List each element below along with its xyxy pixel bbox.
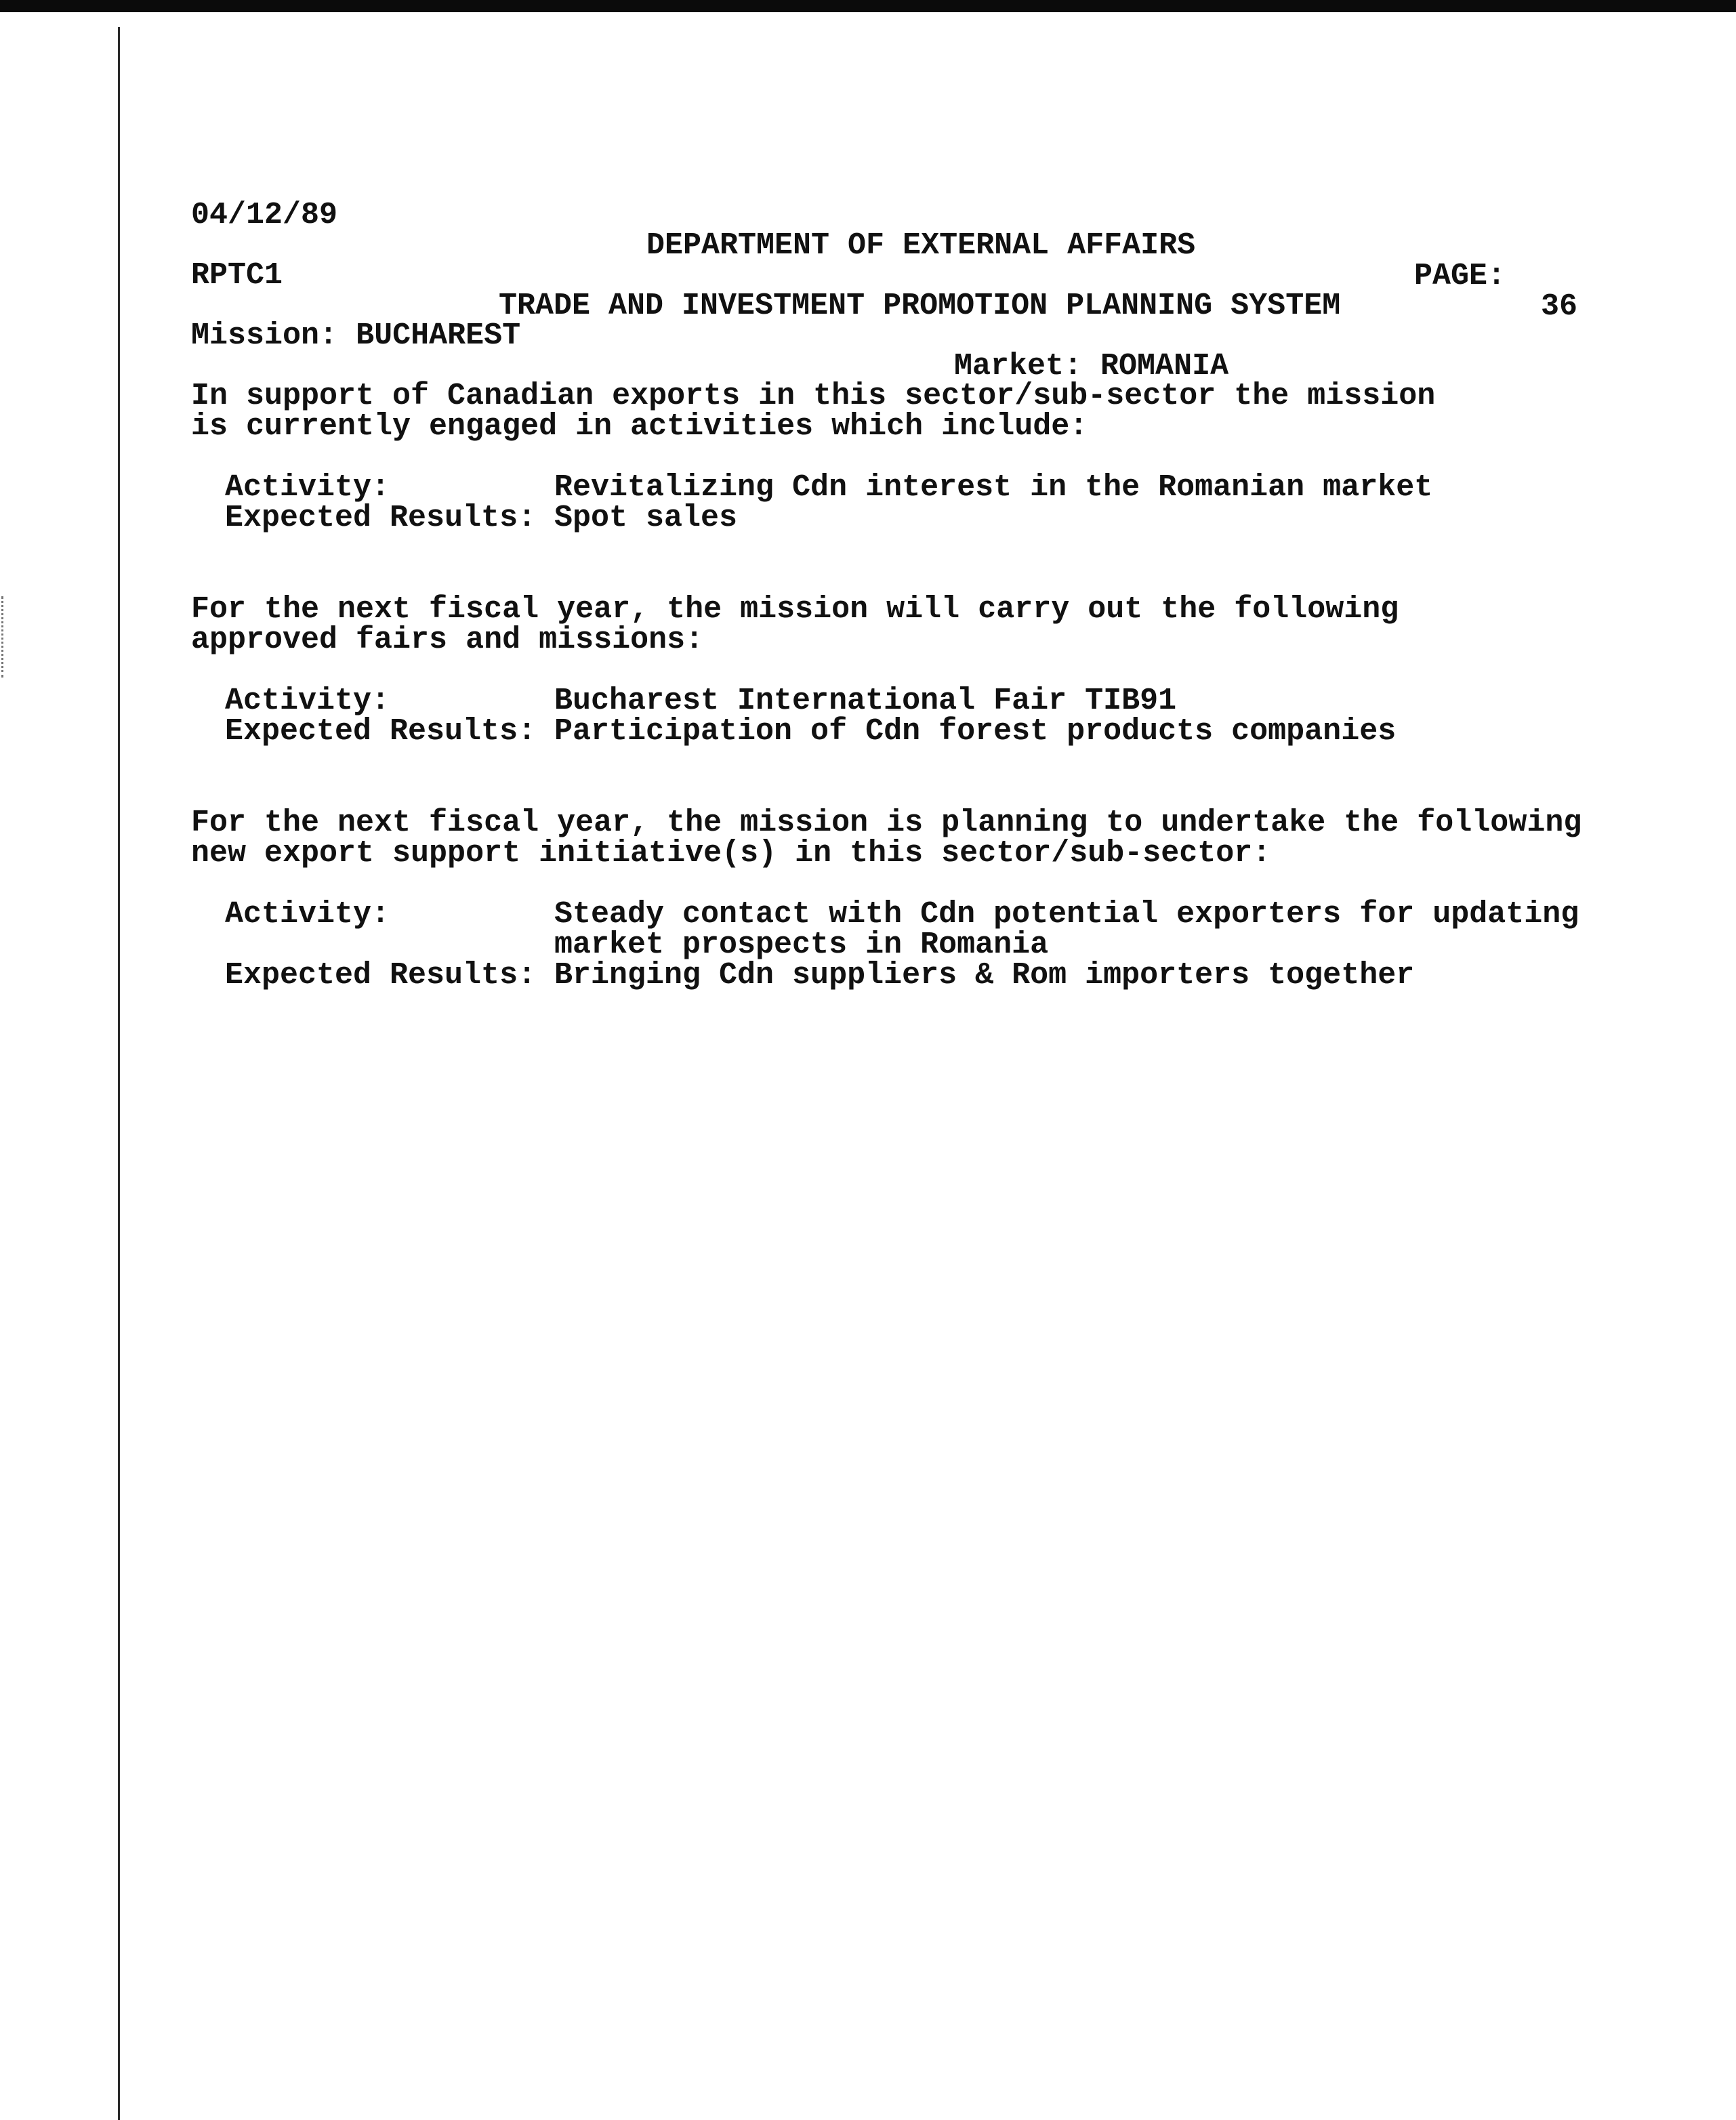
expected-results-label: Expected Results: <box>225 501 537 535</box>
activity-row <box>225 472 1600 503</box>
market-field <box>954 351 1228 381</box>
expected-results-row <box>225 716 1600 747</box>
activity-label: Activity: <box>225 470 390 505</box>
expected-results-value: Spot sales <box>554 501 738 535</box>
market-label: Market: <box>954 349 1083 383</box>
market-value: ROMANIA <box>1100 349 1229 383</box>
section-intro-line: For the next fiscal year, the mission is planning to undertake the following <box>191 806 1582 840</box>
activity-value: Bucharest International Fair TIB91 <box>554 684 1177 718</box>
activity-value-continued: market prospects in Romania <box>554 928 1049 962</box>
expected-results-row <box>225 960 1600 991</box>
department-title: DEPARTMENT OF EXTERNAL AFFAIRS <box>646 228 1196 263</box>
scan-top-edge <box>0 0 1736 12</box>
page-label: PAGE: <box>1414 259 1506 293</box>
expected-results-row <box>225 503 1600 533</box>
activity-label-spacer <box>225 930 554 960</box>
section-intro-line: is currently engaged in activities which include: <box>191 409 1088 444</box>
page-number: 36 <box>1541 289 1578 324</box>
activity-label: Activity: <box>225 897 390 932</box>
report-date: 04/12/89 <box>191 198 338 232</box>
section-intro-line: new export support initiative(s) in this sector/sub-sector: <box>191 836 1271 871</box>
activity-value: Steady contact with Cdn potential exporters for updating <box>554 897 1579 932</box>
activity-row <box>225 899 1600 930</box>
activity-continuation-row <box>225 930 1600 960</box>
activity-row <box>225 686 1600 716</box>
section-intro-line: approved fairs and missions: <box>191 623 704 657</box>
section-intro-line: In support of Canadian exports in this sector/sub-sector the mission <box>191 379 1436 413</box>
mission-label: Mission: <box>191 318 338 353</box>
report-code: RPTC1 <box>191 258 283 293</box>
mission-market-row <box>191 289 1600 383</box>
expected-results-value: Participation of Cdn forest products companies <box>554 714 1397 749</box>
activity-value: Revitalizing Cdn interest in the Romanian market <box>554 470 1433 505</box>
expected-results-label: Expected Results: <box>225 714 537 749</box>
scan-margin-line <box>118 27 120 2120</box>
document-page <box>191 169 1600 991</box>
expected-results-value: Bringing Cdn suppliers & Rom importers together <box>554 958 1415 993</box>
system-title: TRADE AND INVESTMENT PROMOTION PLANNING SYSTEM <box>499 289 1341 323</box>
mission-value: BUCHAREST <box>356 318 521 353</box>
activity-label: Activity: <box>225 684 390 718</box>
section-current-activities <box>191 381 1600 533</box>
section-intro-line: For the next fiscal year, the mission will carry out the following <box>191 592 1399 627</box>
section-approved-fairs <box>191 594 1600 747</box>
scan-edge-marks <box>1 596 10 678</box>
mission-field <box>191 320 520 351</box>
expected-results-label: Expected Results: <box>225 958 537 993</box>
section-new-initiatives <box>191 808 1600 991</box>
